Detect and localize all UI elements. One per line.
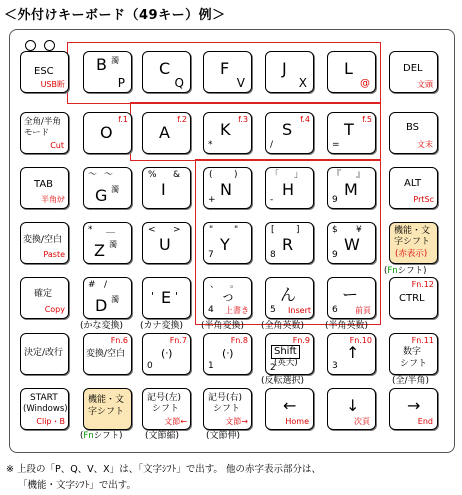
- key-tsu-tl: 、: [210, 280, 220, 290]
- key-f[interactable]: [203, 51, 252, 93]
- func-shift-l3: (赤表示): [395, 249, 428, 259]
- bunsetsu-shin-label: (文節伸): [206, 431, 241, 441]
- henkan2-label: 変換/空白: [86, 349, 126, 359]
- key-h-main: H: [282, 180, 295, 199]
- tab-key[interactable]: [20, 167, 69, 209]
- key-r[interactable]: [265, 222, 314, 264]
- key-o-main: O: [100, 123, 113, 142]
- suji-fn: Fn.11: [411, 336, 434, 345]
- key-t[interactable]: [327, 112, 376, 154]
- suji-l2: シフト: [400, 359, 428, 369]
- left-key[interactable]: [265, 388, 314, 430]
- kigou-left-sub: 文節←: [164, 417, 187, 426]
- shift-fn: Fn.9: [292, 336, 310, 345]
- key-tsu[interactable]: [203, 277, 252, 319]
- start-l2: (Windows): [23, 404, 68, 414]
- key-y-tl: ": [209, 225, 214, 235]
- key-d-main: D: [95, 296, 108, 315]
- up-arrow-icon: ↑: [346, 343, 360, 362]
- page-title: ＜外付けキーボード（49キー）例＞: [4, 8, 226, 23]
- key-n-tr: ): [234, 170, 238, 180]
- key-g-tl: ～: [88, 170, 98, 180]
- key-a[interactable]: [142, 112, 191, 154]
- start-key[interactable]: [20, 388, 69, 430]
- key-z-kana: 濁: [109, 240, 117, 249]
- key-c[interactable]: [142, 51, 191, 93]
- key-g-main: G: [95, 186, 108, 205]
- shift-key[interactable]: [265, 333, 314, 375]
- kakutei-sub: Copy: [44, 305, 65, 314]
- func-shift-l2: 字シフト: [394, 237, 431, 247]
- key-m-small: 9: [332, 195, 338, 205]
- key-w[interactable]: [327, 222, 376, 264]
- func-char-shift-key[interactable]: [389, 222, 438, 264]
- key-k[interactable]: [203, 112, 252, 154]
- zenkaku-sub: Cut: [50, 141, 64, 150]
- key-z-tr: ＿: [106, 225, 116, 235]
- key-j[interactable]: [265, 51, 314, 93]
- key-i-tl: %: [148, 170, 157, 180]
- key-s-fn: f.4: [300, 115, 310, 124]
- key-l[interactable]: [327, 51, 376, 93]
- key-c-shift: Q: [174, 76, 184, 90]
- esc-sub: USB断: [40, 80, 65, 89]
- key-h-small: -: [270, 195, 274, 205]
- ctrl-label: CTRL: [399, 293, 425, 304]
- smile-icon: (ᐧ): [222, 347, 234, 360]
- key-w-tr: ¥: [356, 225, 362, 235]
- hankaku-eisu-label: (半角英数): [325, 321, 369, 331]
- key-b-main: B: [96, 55, 107, 74]
- kakutei-label: 確定: [34, 289, 53, 299]
- kettei-label: 決定/改行: [24, 348, 64, 358]
- key-w-main: W: [344, 235, 360, 254]
- down-arrow-icon: ↓: [346, 396, 360, 415]
- func-shift2-l1: 機能・文: [88, 395, 125, 405]
- key-e-tr: ': [175, 290, 179, 303]
- footnote-line-1: ※ 上段の「P、Q、V、X」は、「文字ｼﾌﾄ」で出す。 他の赤字表示部分は、: [6, 464, 321, 475]
- henkan-label: 変換/空白: [23, 235, 63, 245]
- key-tsu-small: 4: [208, 305, 214, 315]
- key-0-fn: Fn.7: [169, 336, 187, 345]
- key-r-small: 8: [270, 250, 276, 260]
- key-s-small: /: [270, 140, 274, 150]
- key-g[interactable]: [83, 167, 132, 209]
- kigou-right-l1: 記号(右): [208, 393, 243, 403]
- key-m-main: M: [344, 180, 358, 199]
- kettei-key[interactable]: [20, 333, 69, 375]
- fn-shift-label: (Fnシフト): [384, 266, 427, 276]
- up-fn: Fn.10: [349, 336, 372, 345]
- kigou-left-key[interactable]: [142, 388, 191, 430]
- key-d[interactable]: [83, 277, 132, 319]
- key-h[interactable]: [265, 167, 314, 209]
- henkan2-key[interactable]: [83, 333, 132, 375]
- key-s-main: S: [282, 120, 293, 139]
- right-sub: End: [417, 417, 433, 426]
- key-r-tr: ]: [296, 225, 300, 235]
- key-d-tl: #: [88, 280, 96, 290]
- key-c-main: C: [159, 59, 171, 78]
- bunsetsu-shuku-label: (文節縮): [145, 431, 180, 441]
- key-b[interactable]: [83, 51, 132, 93]
- key-w-tl: $: [332, 225, 338, 235]
- key-a-fn: f.2: [177, 115, 187, 124]
- key-i-main: I: [161, 180, 166, 199]
- key-g-tr: ～: [104, 170, 114, 180]
- func-shift-l1: 機能・文: [394, 226, 431, 236]
- zenkaku-l1: 全角/半角: [24, 117, 61, 127]
- key-z-main: Z: [94, 241, 105, 260]
- key-o[interactable]: [83, 112, 132, 154]
- func-shift2-l2: 字シフト: [88, 407, 125, 417]
- key-n-kana-sub: Insert: [288, 306, 311, 315]
- zenkaku-l2: モード: [24, 128, 50, 138]
- key-d-tr: /: [104, 280, 108, 290]
- del-key[interactable]: [389, 51, 438, 93]
- start-sub: Clip・B: [36, 417, 65, 426]
- key-j-shift: X: [298, 76, 307, 90]
- shift-label: Shift: [271, 345, 300, 359]
- key-r-main: R: [282, 235, 294, 254]
- kigou-left-l2: シフト: [152, 404, 180, 414]
- key-w-small: 9: [332, 250, 338, 260]
- key-l-main: L: [344, 59, 353, 78]
- key-z[interactable]: [83, 222, 132, 264]
- del-label: DEL: [403, 63, 423, 74]
- alt-sub: PrtSc: [413, 195, 434, 204]
- shift-sub: (英大): [274, 358, 298, 368]
- key-i[interactable]: [142, 167, 191, 209]
- key-a-main: A: [159, 123, 170, 142]
- down-key[interactable]: [327, 388, 376, 430]
- key-u-tr: >: [173, 225, 181, 235]
- key-y-main: Y: [220, 235, 230, 254]
- kigou-left-l1: 記号(左): [147, 393, 182, 403]
- key-t-fn: f.5: [362, 115, 372, 124]
- start-l1: START: [30, 393, 58, 403]
- del-sub: 文頭: [417, 80, 433, 89]
- key-y-tr: ": [234, 225, 239, 235]
- suji-shift-key[interactable]: [389, 333, 438, 375]
- func-char-shift-key-2[interactable]: [83, 388, 132, 430]
- key-n-tl: (: [209, 170, 213, 180]
- ctrl-key[interactable]: [389, 277, 438, 319]
- key-d-kana: 濁: [111, 295, 119, 304]
- key-tsu-sub: 上書き: [225, 306, 249, 315]
- key-1[interactable]: [203, 333, 252, 375]
- key-h-tr: 」: [294, 170, 304, 180]
- kigou-right-l2: シフト: [213, 404, 241, 414]
- key-s[interactable]: [265, 112, 314, 154]
- key-tsu-main: っ: [221, 289, 235, 305]
- henkan-sub: Paste: [43, 250, 65, 259]
- tab-label: TAB: [34, 179, 54, 190]
- up-key[interactable]: [327, 333, 376, 375]
- key-o-fn: f.1: [118, 115, 128, 124]
- suji-l1: 数字: [403, 347, 422, 357]
- key-t-main: T: [344, 120, 354, 139]
- smile-icon: (ᐧ): [161, 347, 173, 360]
- key-m-tr: 』: [356, 170, 366, 180]
- key-y[interactable]: [203, 222, 252, 264]
- key-k-small: *: [208, 140, 213, 150]
- kakutei-key[interactable]: [20, 277, 69, 319]
- right-arrow-icon: →: [407, 396, 421, 415]
- alt-label: ALT: [404, 178, 422, 189]
- zenkaku-eisu-label: (全角英数): [261, 321, 305, 331]
- key-j-main: J: [282, 59, 287, 78]
- key-0-small: 0: [147, 361, 153, 371]
- key-u[interactable]: [142, 222, 191, 264]
- left-sub: Home: [285, 417, 309, 426]
- down-sub: 次頁: [354, 417, 370, 426]
- hole-icon: [25, 40, 36, 51]
- henkan2-fn: Fn.6: [110, 336, 128, 345]
- bs-key[interactable]: [389, 112, 438, 154]
- key-e-tl: ': [151, 290, 155, 303]
- kigou-right-sub: 文節→: [225, 417, 248, 426]
- hankaku-henkan-label: (半角変換): [201, 321, 245, 331]
- key-l-shift: @: [360, 78, 370, 89]
- key-n-kana[interactable]: [265, 277, 314, 319]
- key-choon[interactable]: [327, 277, 376, 319]
- key-b-shift: P: [117, 76, 125, 90]
- key-k-main: K: [220, 120, 231, 139]
- kigou-right-key[interactable]: [203, 388, 252, 430]
- key-b-kana: 濁: [111, 56, 119, 65]
- key-choon-sub: 前頁: [355, 306, 371, 315]
- key-m[interactable]: [327, 167, 376, 209]
- bs-sub: 文末: [417, 140, 433, 149]
- key-1-fn: Fn.8: [230, 336, 248, 345]
- tab-sub: 半角ｶﾅ: [41, 195, 65, 204]
- key-i-tr: &: [173, 170, 181, 180]
- fn-shift-label-2: (Fnシフト): [80, 431, 123, 441]
- key-u-main: U: [159, 235, 171, 254]
- key-u-tl: <: [148, 225, 156, 235]
- esc-label: ESC: [34, 66, 54, 77]
- key-n-kana-small: 5: [270, 305, 276, 315]
- bs-label: BS: [406, 122, 420, 133]
- key-g-kana: 濁: [111, 185, 119, 194]
- key-choon-main: ー: [342, 285, 359, 304]
- esc-key[interactable]: [20, 51, 69, 93]
- kana-henkan-label: (かな変換): [80, 321, 124, 331]
- key-f-main: F: [220, 59, 230, 78]
- shift-small: 2: [270, 363, 276, 373]
- alt-key[interactable]: [389, 167, 438, 209]
- key-n-small: +: [208, 195, 216, 205]
- hole-icon: [44, 40, 55, 51]
- key-n-main: N: [220, 180, 232, 199]
- key-e[interactable]: [142, 277, 191, 319]
- key-tsu-tr: 。: [230, 280, 240, 290]
- key-n[interactable]: [203, 167, 252, 209]
- footnote-line-2: 「機能・文字ｼﾌﾄ」で出す。: [18, 480, 136, 491]
- left-arrow-icon: ←: [283, 396, 297, 415]
- key-n-kana-main: ん: [280, 285, 297, 304]
- key-h-tl: 「: [270, 170, 280, 180]
- key-r-tl: [: [271, 225, 275, 235]
- key-1-small: 1: [208, 361, 214, 371]
- key-e-main: E: [161, 288, 172, 307]
- key-0[interactable]: [142, 333, 191, 375]
- zen-han-label: (全/半角): [392, 376, 430, 386]
- key-t-small: =: [332, 140, 340, 150]
- hanten-label: (反転選択): [261, 376, 305, 386]
- key-z-tl: *: [88, 225, 93, 235]
- up-small: 3: [332, 361, 338, 371]
- key-y-small: 7: [208, 250, 214, 260]
- key-m-tl: 『: [332, 170, 342, 180]
- kana-henkan2-label: (カナ変換): [140, 321, 184, 331]
- right-key[interactable]: [389, 388, 438, 430]
- key-f-shift: V: [236, 76, 245, 90]
- ctrl-fn: Fn.12: [411, 280, 434, 289]
- key-choon-small: 6: [332, 305, 338, 315]
- zenkaku-key[interactable]: [20, 112, 69, 154]
- henkan-key[interactable]: [20, 222, 69, 264]
- key-k-fn: f.3: [238, 115, 248, 124]
